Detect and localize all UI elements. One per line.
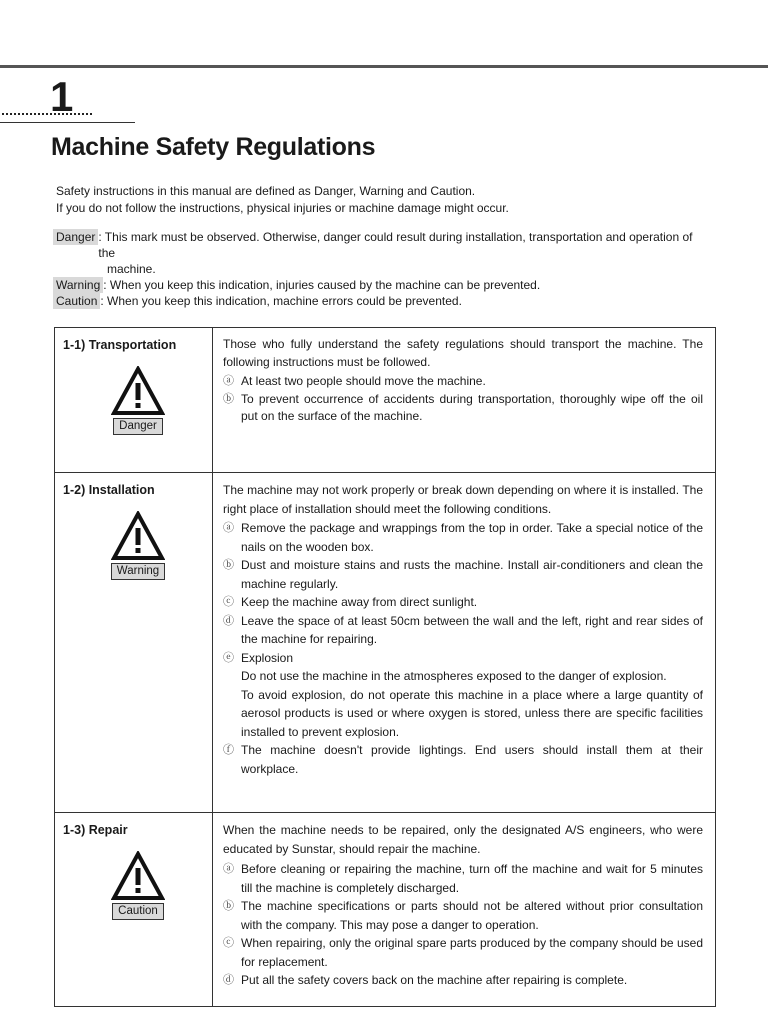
list-item	[223, 556, 703, 593]
legend-row-danger-cont	[53, 261, 703, 277]
item-text: Before cleaning or repairing the machine, turn off the machine and wait for 5 minutes till the machine is completely discharged.	[241, 862, 703, 895]
list-item	[223, 373, 703, 391]
item-text: The machine doesn't provide lightings. End users should install them at their workplace.	[241, 743, 703, 776]
section-title: 1-3) Repair	[63, 823, 128, 837]
warning-sign	[63, 511, 213, 580]
legend-text: : When you keep this indication, machine errors could be prevented.	[100, 294, 462, 308]
danger-tag: Danger	[53, 229, 98, 245]
item-marker: ⓑ	[223, 392, 234, 405]
legend	[53, 229, 703, 309]
item-list	[223, 519, 703, 778]
section-header	[55, 473, 213, 812]
list-item	[223, 934, 703, 971]
item-text: Remove the package and wrappings from the top in order. Take a special notice of the nails on the wooden box.	[241, 521, 703, 554]
section-header	[55, 328, 213, 472]
chapter-number: 1	[50, 73, 73, 120]
item-text: To avoid explosion, do not operate this machine in a place where a large quantity of aerosol products is used or where oxygen is stored, unless there are specific facilities installed to prevent explosion.	[241, 687, 703, 739]
item-list	[223, 373, 703, 426]
section-transportation	[55, 328, 715, 473]
legend-text: : This mark must be observed. Otherwise, danger could result during installation, transportation and operation of the	[98, 230, 693, 260]
item-marker: ⓓ	[223, 974, 234, 986]
safety-table	[54, 327, 716, 1007]
item-text: At least two people should move the machine.	[241, 374, 486, 388]
sign-label: Caution	[112, 903, 164, 920]
item-marker: ⓔ	[223, 651, 234, 664]
list-item	[223, 391, 703, 426]
item-text: Explosion	[241, 650, 294, 665]
item-marker: ⓑ	[223, 900, 234, 912]
intro-line: If you do not follow the instructions, physical injuries or machine damage might occur.	[56, 201, 509, 215]
section-description: The machine may not work properly or break down depending on where it is installed. The right place of installation should meet the following conditions.	[223, 483, 703, 516]
legend-text: : When you keep this indication, injuries caused by the machine can be prevented.	[103, 278, 541, 292]
item-text: Put all the safety covers back on the machine after repairing is complete.	[241, 973, 628, 987]
item-marker: ⓐ	[223, 863, 234, 875]
item-marker: ⓐ	[223, 522, 234, 534]
warning-tag: Warning	[53, 277, 103, 293]
caution-sign	[63, 851, 213, 920]
item-marker: ⓒ	[223, 937, 234, 949]
item-text: To prevent occurrence of accidents during transportation, thoroughly wipe off the oil put on the surface of the machine.	[241, 391, 703, 423]
item-text: Do not use the machine in the atmospheres exposed to the danger of explosion.	[241, 669, 667, 683]
item-text: Dust and moisture stains and rusts the machine. Install air-conditioners and clean the machine regularly.	[241, 558, 703, 591]
list-item	[223, 971, 703, 990]
item-marker: ⓓ	[223, 614, 234, 627]
list-item	[223, 860, 703, 897]
legend-row-caution	[53, 293, 703, 309]
item-text: Keep the machine away from direct sunlight.	[241, 595, 478, 609]
list-item	[223, 897, 703, 934]
page-title: Machine Safety Regulations	[51, 133, 376, 161]
section-body	[213, 813, 715, 1006]
section-body	[213, 473, 715, 812]
top-rule	[0, 65, 768, 68]
list-item	[223, 649, 703, 742]
section-repair	[55, 813, 715, 1006]
item-text: Leave the space of at least 50cm between the wall and the left, right and rear sides of the machine for repairing.	[241, 613, 703, 646]
chapter-divider	[0, 122, 135, 123]
item-marker: ⓕ	[223, 744, 234, 756]
section-title: 1-2) Installation	[63, 483, 155, 497]
dotted-rule	[2, 113, 92, 115]
item-marker: ⓑ	[223, 559, 234, 571]
section-description: When the machine needs to be repaired, only the designated A/S engineers, who were educated by Sunstar, should repair the machine.	[223, 823, 703, 856]
legend-row-warning	[53, 277, 703, 293]
list-item	[223, 519, 703, 556]
warning-triangle-icon	[111, 366, 165, 416]
caution-tag: Caution	[53, 293, 100, 309]
item-marker: ⓐ	[223, 375, 234, 387]
warning-triangle-icon	[111, 851, 165, 901]
legend-text-cont: machine.	[107, 262, 156, 276]
list-item	[223, 593, 703, 612]
warning-triangle-icon	[111, 511, 165, 561]
section-description: Those who fully understand the safety regulations should transport the machine. The following instructions must be followed.	[223, 337, 703, 369]
sign-label: Warning	[111, 563, 165, 580]
item-text: The machine specifications or parts should not be altered without prior consultation with the company. This may pose a danger to operation.	[241, 899, 703, 932]
intro	[56, 183, 716, 217]
sign-label: Danger	[113, 418, 163, 435]
legend-row-danger	[53, 229, 703, 261]
item-list	[223, 860, 703, 990]
section-body	[213, 328, 715, 472]
item-text: When repairing, only the original spare parts produced by the company should be used for replacement.	[241, 936, 703, 969]
list-item	[223, 741, 703, 778]
section-header	[55, 813, 213, 1006]
section-title: 1-1) Transportation	[63, 338, 177, 352]
item-marker: ⓒ	[223, 596, 234, 608]
intro-line: Safety instructions in this manual are defined as Danger, Warning and Caution.	[56, 184, 476, 198]
danger-sign	[63, 366, 213, 435]
list-item	[223, 612, 703, 649]
section-installation	[55, 473, 715, 813]
